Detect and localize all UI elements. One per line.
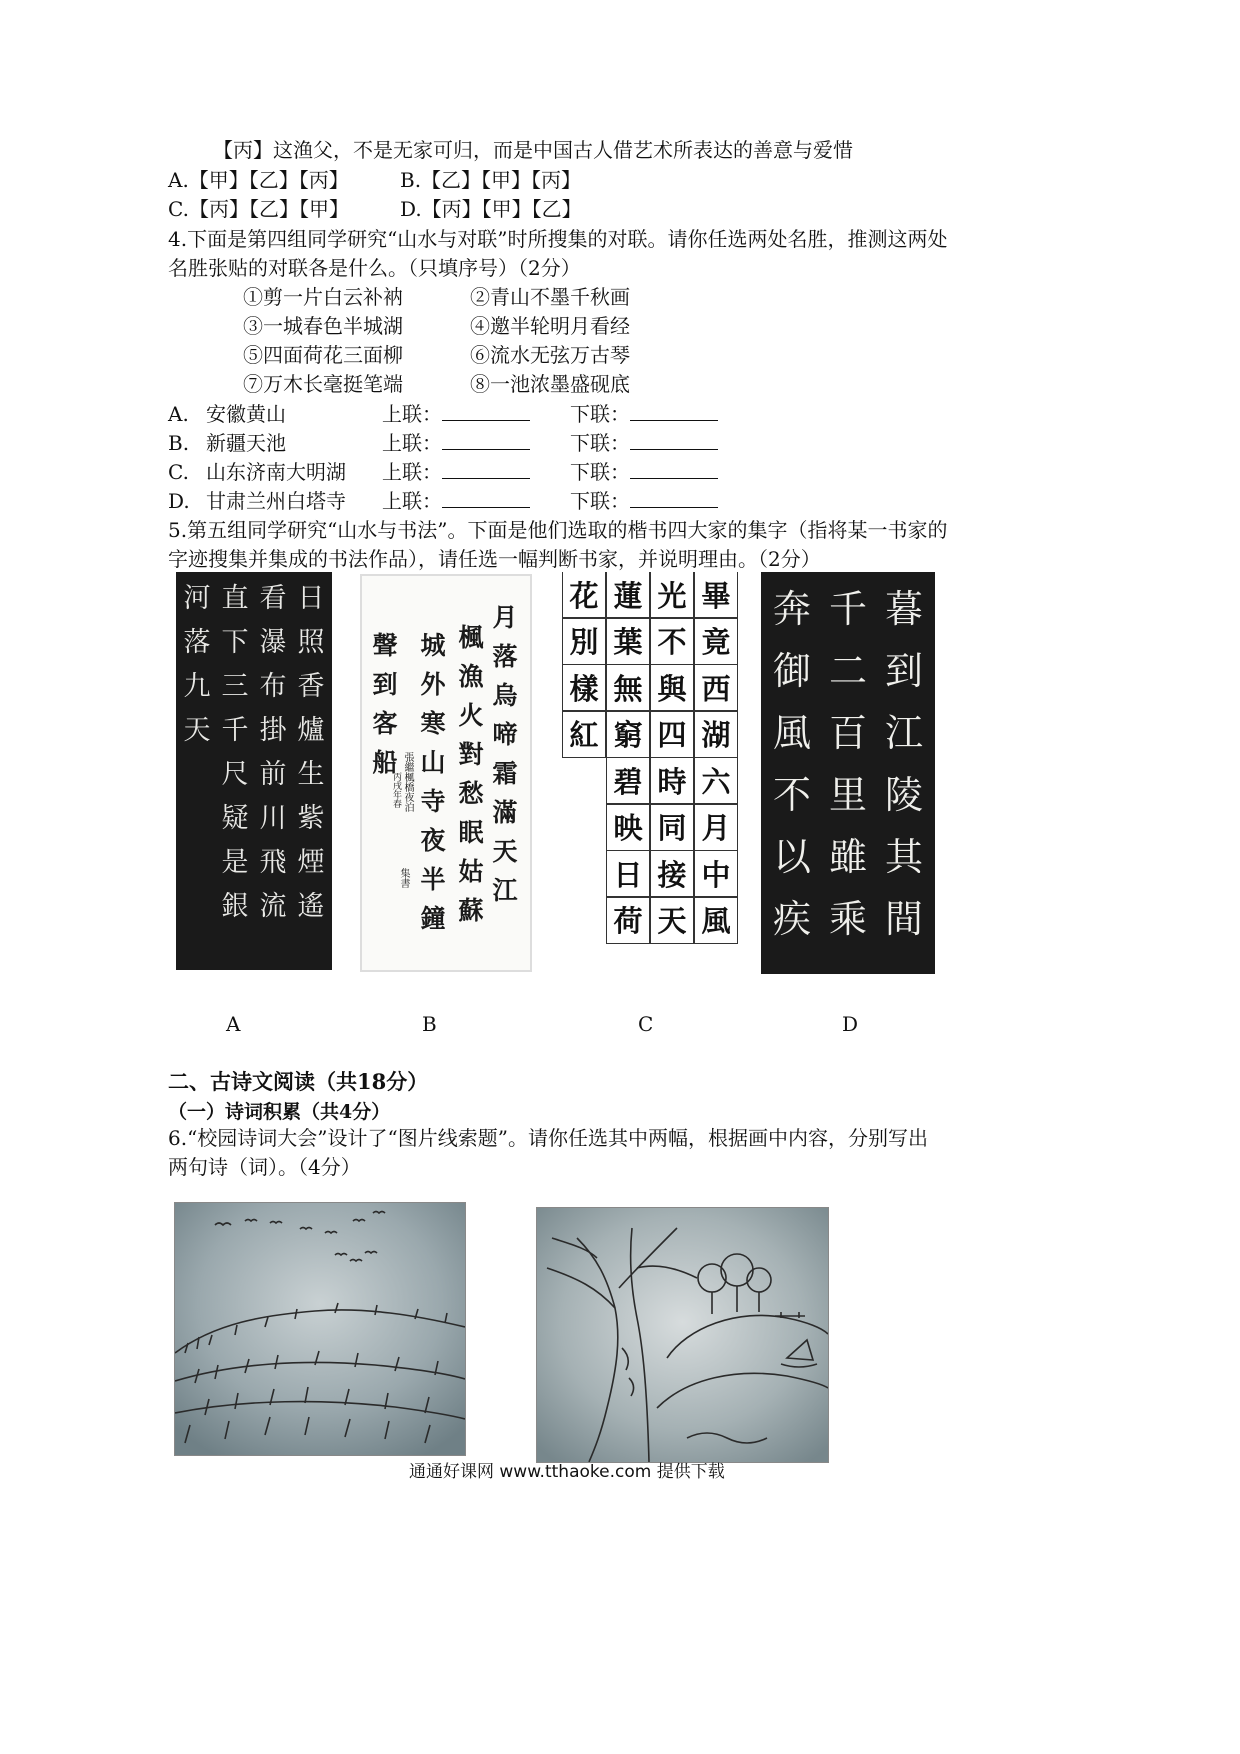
calligraphy-char: 江: [884, 711, 923, 755]
calligraphy-char: 落: [183, 627, 211, 658]
panel-b-col-2: [456, 620, 486, 928]
calligraphy-char: 飛: [259, 847, 287, 878]
lower-answer-blank[interactable]: [630, 400, 718, 421]
calligraphy-char: 銀: [221, 891, 249, 922]
calligraphy-char: 奔: [772, 587, 811, 631]
calligraphy-char: 霜: [492, 759, 518, 788]
calligraphy-char: 碧: [606, 757, 650, 805]
lower-label: 下联：: [570, 460, 630, 484]
calligraphy-panel-d: [761, 572, 935, 974]
panel-b-inscription: 張繼楓橋夜泊: [402, 752, 413, 812]
calligraphy-char: 葉: [606, 617, 650, 665]
calligraphy-char: 以: [772, 835, 811, 879]
calligraphy-char: 與: [650, 664, 694, 712]
calligraphy-char: 天: [183, 715, 211, 746]
calligraphy-char: 照: [297, 627, 325, 658]
upper-answer-blank[interactable]: [442, 400, 530, 421]
q6-stem-line2: 两句诗（词）。（4分）: [168, 1155, 361, 1179]
calligraphy-char: 疑: [221, 803, 249, 834]
q5-stem-line2: 字迹搜集并集成的书法作品），请任选一幅判断书家，并说明理由。（2分）: [168, 547, 821, 571]
calligraphy-char: 聲: [372, 631, 398, 660]
calligraphy-char: 月: [492, 603, 518, 632]
calligraphy-char: 看: [259, 583, 287, 614]
calligraphy-char: 啼: [492, 720, 518, 749]
panel-c-col-4: [562, 572, 606, 758]
panel-c-label: C: [638, 1012, 654, 1036]
upper-answer-blank[interactable]: [442, 487, 530, 508]
calligraphy-char: 寒: [420, 709, 446, 738]
calligraphy-char: 下: [221, 627, 249, 658]
calligraphy-char: 是: [221, 847, 249, 878]
place-row-c: [168, 458, 718, 486]
calligraphy-char: 竟: [694, 617, 738, 665]
calligraphy-char: 窮: [606, 710, 650, 758]
calligraphy-char: 陵: [884, 773, 923, 817]
calligraphy-char: 乘: [828, 897, 867, 941]
upper-answer-blank[interactable]: [442, 429, 530, 450]
lower-label: 下联：: [570, 431, 630, 455]
calligraphy-char: 寺: [420, 787, 446, 816]
calligraphy-char: 楓: [458, 623, 484, 652]
calligraphy-char: 其: [884, 835, 923, 879]
calligraphy-char: 遙: [297, 891, 325, 922]
calligraphy-char: 映: [606, 803, 650, 851]
calligraphy-char: 川: [259, 803, 287, 834]
place-row-b: [168, 429, 718, 457]
calligraphy-char: 不: [650, 617, 694, 665]
upper-label: 上联：: [382, 431, 442, 455]
calligraphy-char: 雖: [828, 835, 867, 879]
upper-label: 上联：: [382, 489, 442, 513]
calligraphy-char: 半: [420, 865, 446, 894]
calligraphy-char: 二: [828, 649, 867, 693]
section-2-title: 二、古诗文阅读（共18分）: [168, 1069, 429, 1094]
sketch-geese-grassland: [174, 1202, 466, 1456]
calligraphy-char: 爐: [297, 715, 325, 746]
place-row-d: [168, 487, 718, 515]
calligraphy-char: 九: [183, 671, 211, 702]
lower-answer-blank[interactable]: [630, 458, 718, 479]
couplet-2: ②青山不墨千秋画: [470, 285, 630, 309]
calligraphy-char: 光: [650, 572, 694, 619]
calligraphy-char: 中: [694, 850, 738, 898]
couplet-4: ④邀半轮明月看经: [470, 314, 630, 338]
q3-option-d: D.【丙】【甲】【乙】: [400, 197, 582, 221]
panel-a-label: A: [226, 1012, 241, 1036]
calligraphy-char: 流: [259, 891, 287, 922]
panel-d-col-2: [821, 580, 875, 948]
calligraphy-char: 湖: [694, 710, 738, 758]
lower-answer-blank[interactable]: [630, 487, 718, 508]
calligraphy-char: 布: [259, 671, 287, 702]
calligraphy-char: 火: [458, 701, 484, 730]
calligraphy-char: 三: [221, 671, 249, 702]
panel-b-col-3: [418, 628, 448, 936]
panel-a-col-4: [180, 580, 214, 750]
couplet-1: ①剪一片白云补衲: [243, 285, 403, 309]
place-letter: C.: [168, 460, 189, 484]
calligraphy-char: 無: [606, 664, 650, 712]
calligraphy-char: 煙: [297, 847, 325, 878]
couplet-3: ③一城春色半城湖: [243, 314, 403, 338]
calligraphy-char: 落: [492, 642, 518, 671]
calligraphy-char: 香: [297, 671, 325, 702]
couplet-7: ⑦万木长毫挺笔端: [243, 372, 403, 396]
calligraphy-char: 對: [458, 740, 484, 769]
calligraphy-char: 尺: [221, 759, 249, 790]
calligraphy-char: 客: [372, 709, 398, 738]
calligraphy-char: 百: [828, 711, 867, 755]
place-name: 甘肃兰州白塔寺: [206, 489, 346, 513]
panel-d-label: D: [842, 1012, 859, 1036]
calligraphy-char: 姑: [458, 857, 484, 886]
place-letter: A.: [168, 402, 189, 426]
section-2-subtitle: （一）诗词积累（共4分）: [168, 1101, 391, 1123]
couplet-5: ⑤四面荷花三面柳: [243, 343, 403, 367]
calligraphy-char: 六: [694, 757, 738, 805]
calligraphy-char: 四: [650, 710, 694, 758]
panel-b-col-4: [370, 628, 400, 780]
calligraphy-char: 別: [562, 617, 606, 665]
panel-d-col-1: [877, 580, 931, 948]
panel-c-col-1: [694, 572, 738, 944]
calligraphy-char: 疾: [772, 897, 811, 941]
calligraphy-char: 生: [297, 759, 325, 790]
calligraphy-char: 同: [650, 803, 694, 851]
geese-grassland-drawing: [175, 1203, 465, 1455]
panel-c-col-2: [650, 572, 694, 944]
calligraphy-char: 前: [259, 759, 287, 790]
calligraphy-char: 城: [420, 631, 446, 660]
calligraphy-char: 鐘: [420, 904, 446, 933]
upper-label: 上联：: [382, 460, 442, 484]
panel-b-label: B: [422, 1012, 437, 1036]
q3-option-a: A.【甲】【乙】【丙】: [168, 168, 349, 192]
sketch-tree-river: [536, 1207, 829, 1463]
panel-a-col-2: [256, 580, 290, 926]
calligraphy-char: 紅: [562, 710, 606, 758]
place-name: 新疆天池: [206, 431, 286, 455]
calligraphy-char: 日: [606, 850, 650, 898]
calligraphy-char: 接: [650, 850, 694, 898]
panel-b-date: 丙戌年春: [391, 772, 401, 808]
calligraphy-panel-b: [360, 574, 532, 972]
couplet-8: ⑧一池浓墨盛砚底: [470, 372, 630, 396]
calligraphy-char: 紫: [297, 803, 325, 834]
calligraphy-char: 不: [772, 773, 811, 817]
calligraphy-char: 日: [297, 583, 325, 614]
place-name: 山东济南大明湖: [206, 460, 346, 484]
calligraphy-char: 西: [694, 664, 738, 712]
calligraphy-char: 烏: [492, 681, 518, 710]
upper-label: 上联：: [382, 402, 442, 426]
calligraphy-char: 外: [420, 670, 446, 699]
calligraphy-char: 御: [772, 649, 811, 693]
calligraphy-char: 天: [492, 837, 518, 866]
q5-stem-line1: 5.第五组同学研究“山水与书法”。下面是他们选取的楷书四大家的集字（指将某一书家的: [168, 518, 948, 542]
calligraphy-panel-a: [176, 572, 332, 970]
calligraphy-char: 船: [372, 748, 398, 777]
lower-label: 下联：: [570, 402, 630, 426]
calligraphy-char: 到: [884, 649, 923, 693]
panel-a-col-1: [294, 580, 328, 926]
calligraphy-char: 到: [372, 670, 398, 699]
panel-a-col-3: [218, 580, 252, 926]
calligraphy-char: 花: [562, 572, 606, 619]
panel-b-signature: 集書: [398, 868, 409, 888]
q4-stem-line2: 名胜张贴的对联各是什么。（只填序号）（2分）: [168, 256, 581, 280]
footer-watermark: 通通好课网 www.tthaoke.com 提供下载: [409, 1462, 725, 1482]
q3-bing-line: 【丙】这渔父，不是无家可归，而是中国古人借艺术所表达的善意与爱惜: [213, 138, 853, 162]
q3-option-b: B.【乙】【甲】【丙】: [400, 168, 582, 192]
calligraphy-char: 間: [884, 897, 923, 941]
lower-answer-blank[interactable]: [630, 429, 718, 450]
calligraphy-char: 愁: [458, 779, 484, 808]
calligraphy-char: 千: [828, 587, 867, 631]
place-name: 安徽黄山: [206, 402, 286, 426]
calligraphy-char: 時: [650, 757, 694, 805]
panel-b-col-1: [490, 600, 520, 908]
calligraphy-panel-c: [560, 572, 740, 972]
upper-answer-blank[interactable]: [442, 458, 530, 479]
calligraphy-char: 風: [694, 896, 738, 944]
calligraphy-char: 直: [221, 583, 249, 614]
place-letter: B.: [168, 431, 190, 455]
q6-stem-line1: 6.“校园诗词大会”设计了“图片线索题”。请你任选其中两幅，根据画中内容，分别写出: [168, 1126, 928, 1150]
calligraphy-char: 瀑: [259, 627, 287, 658]
calligraphy-char: 夜: [420, 826, 446, 855]
calligraphy-char: 漁: [458, 662, 484, 691]
lower-label: 下联：: [570, 489, 630, 513]
q3-option-c: C.【丙】【乙】【甲】: [168, 197, 349, 221]
calligraphy-char: 里: [828, 773, 867, 817]
panel-d-col-3: [765, 580, 819, 948]
calligraphy-char: 掛: [259, 715, 287, 746]
calligraphy-char: 荷: [606, 896, 650, 944]
q4-stem-line1: 4.下面是第四组同学研究“山水与对联”时所搜集的对联。请你任选两处名胜，推测这两处: [168, 227, 948, 251]
calligraphy-char: 暮: [884, 587, 923, 631]
calligraphy-char: 畢: [694, 572, 738, 619]
couplet-6: ⑥流水无弦万古琴: [470, 343, 630, 367]
calligraphy-char: 千: [221, 715, 249, 746]
panel-c-col-3: [606, 572, 650, 944]
calligraphy-char: 眠: [458, 818, 484, 847]
calligraphy-char: 河: [183, 583, 211, 614]
tree-river-drawing: [537, 1208, 828, 1462]
calligraphy-char: 江: [492, 876, 518, 905]
calligraphy-char: 山: [420, 748, 446, 777]
place-letter: D.: [168, 489, 190, 513]
calligraphy-char: 月: [694, 803, 738, 851]
calligraphy-char: 樣: [562, 664, 606, 712]
calligraphy-char: 滿: [492, 798, 518, 827]
calligraphy-char: 蘇: [458, 896, 484, 925]
calligraphy-char: 風: [772, 711, 811, 755]
calligraphy-char: 蓮: [606, 572, 650, 619]
place-row-a: [168, 400, 718, 428]
calligraphy-char: 天: [650, 896, 694, 944]
